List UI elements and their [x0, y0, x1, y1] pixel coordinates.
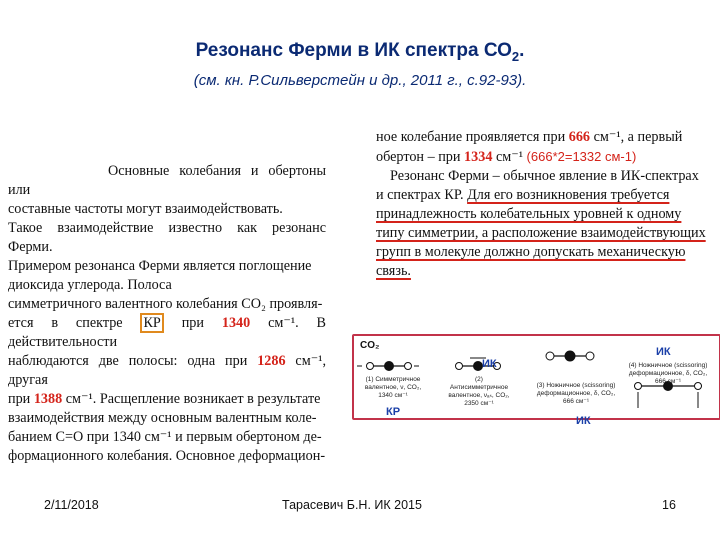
asym-stretch-label: (2) Антисимметричное валентное, νₐₛ, CO₂, 2350 см⁻¹: [448, 376, 510, 407]
bend-in-plane-molecule: [546, 351, 594, 361]
book-excerpt-left: Основные колебания и обертоны или составные частоты могут взаимодействовать. Такое взаимодействие известно как резонанс Ферми. Примером резонанса Ферми является поглощение диоксида углерода. Полоса симметричного валентного колебания CO₂ проявля- ется в спектре КР при 1340 см⁻¹. В действительности наблюдаются две полосы: одна при 1286 см⁻¹, другая при 1388 см⁻¹. Расщепление возникает в результате взаимодействия между основным валентным коле- банием C=O при 1340 см⁻¹ и первым обертоном де- формационного колебания. Основное деформацион-: [8, 163, 327, 464]
co2-label: CO₂: [360, 340, 380, 351]
footer-author: Тарасевич Б.Н. ИК 2015: [282, 498, 422, 512]
kp-label: КР: [386, 406, 401, 418]
footer-page-number: 16: [662, 498, 676, 512]
slide-title: Резонанс Ферми в ИК спектра $СО_2$.: [195, 40, 525, 64]
slide-subtitle: (см. кн. Р.Сильверстейн и др., 2011 г., с.92-93).: [193, 72, 527, 89]
sym-stretch-label: (1) Симметричное валентное, ν, CO₂, 1340 см⁻¹: [364, 376, 422, 399]
bend-in-plane-label: (3) Ножничное (scissoring) деформационное, δ, CO₂, 666 см⁻¹: [536, 382, 616, 405]
ik-label-2: ИК: [656, 346, 671, 358]
ik-label-1: ИК: [482, 358, 497, 370]
bend-out-plane-label: (4) Ножничное (scissoring) деформационное, δ, CO₂, 666 см⁻¹: [628, 362, 708, 385]
footer-date: 2/11/2018: [44, 498, 99, 512]
ik-label-3: ИК: [576, 415, 591, 427]
book-excerpt-right: ное колебание проявляется при 666 см⁻¹, а первый обертон – при 1334 см⁻¹ (666*2=1332 см-1) Резонанс Ферми – обычное явление в ИК-спектрах и спектрах КР. Для его возникновения требуется принадлежность колебательных уровней к одному типу симметрии, а расположение взаимодействующих групп в молекуле должно допускать механическую связь.: [376, 129, 706, 279]
co2-vibration-diagram: [352, 334, 720, 427]
sym-stretch-molecule: [357, 362, 419, 371]
kp-highlight: КР: [140, 313, 163, 333]
